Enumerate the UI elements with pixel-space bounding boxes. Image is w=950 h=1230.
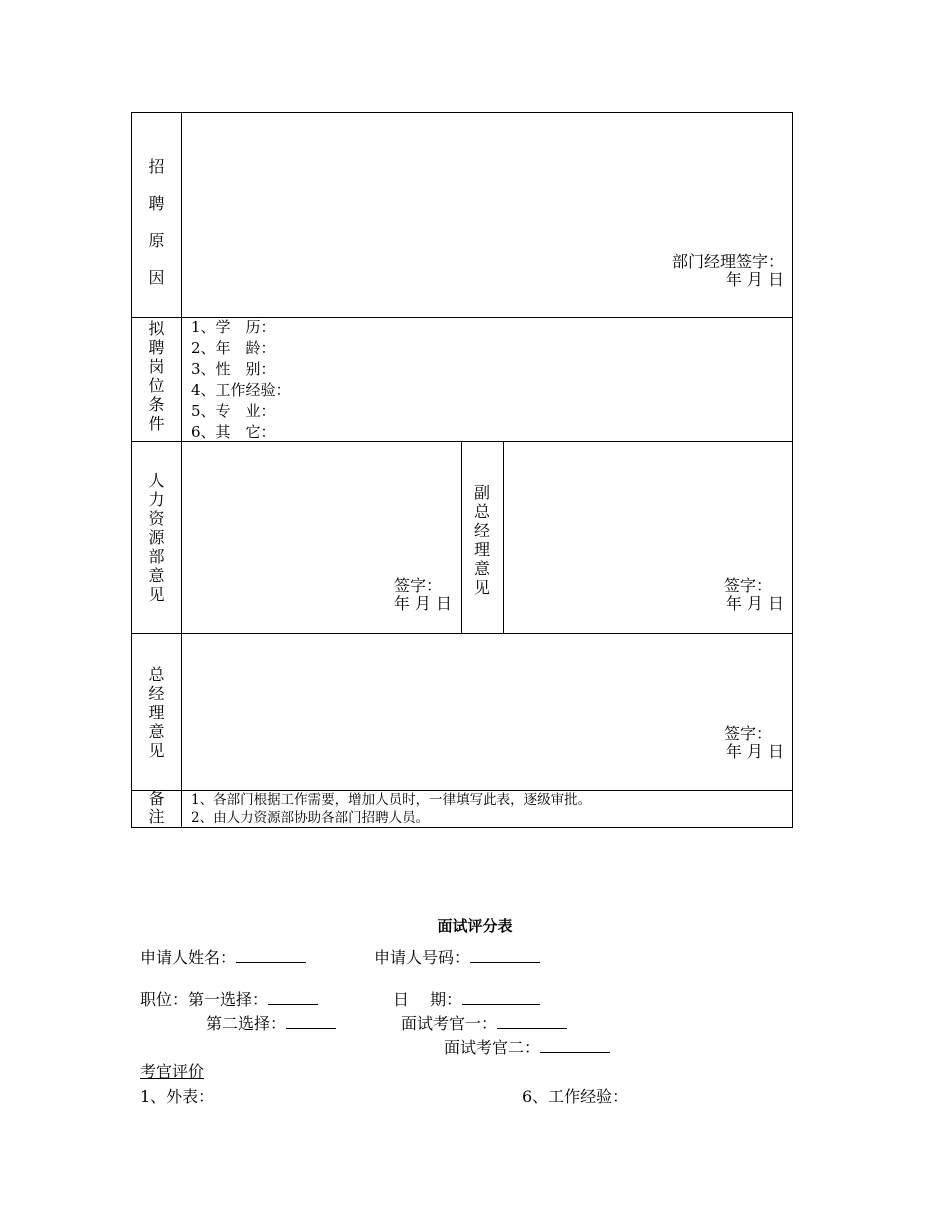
requirements-list xyxy=(191,317,291,443)
gm-sign-date: 年 月 日 xyxy=(725,742,784,761)
remarks-label: 备 注 xyxy=(148,789,165,826)
work-experience-item: 6、工作经验： xyxy=(522,1087,629,1106)
requirement-item: 5、专 业： xyxy=(191,402,276,420)
requirement-item: 3、性 别： xyxy=(191,360,276,378)
vp-opinion-label: 副 总 经 理 意 见 xyxy=(473,483,490,597)
requirement-item: 4、工作经验： xyxy=(191,381,291,399)
appearance-item: 1、外表： xyxy=(140,1087,215,1106)
recruitment-table xyxy=(131,112,793,828)
label-column-divider xyxy=(181,113,182,827)
recruit-reason-label: 招 聘 原 因 xyxy=(148,157,165,287)
interviewer-one-blank[interactable] xyxy=(497,1014,567,1029)
remarks-notes xyxy=(191,791,591,827)
applicant-name-field: 申请人姓名： xyxy=(140,945,306,968)
gm-sign-label: 签字： xyxy=(723,724,772,743)
interviewer-one-field: 面试考官一： xyxy=(401,1011,567,1034)
first-choice-field: 职位：第一选择： xyxy=(140,987,318,1010)
second-choice-field: 第二选择： xyxy=(206,1011,336,1034)
second-choice-blank[interactable] xyxy=(286,1014,336,1029)
requirement-item: 2、年 龄： xyxy=(191,339,276,357)
applicant-name-blank[interactable] xyxy=(236,948,306,963)
interview-form-title: 面试评分表 xyxy=(437,917,513,935)
position-requirements-label: 拟 聘 岗 位 条 件 xyxy=(148,319,165,433)
vp-sign-date: 年 月 日 xyxy=(725,594,784,613)
requirement-item: 1、学 历： xyxy=(191,318,276,336)
remark-item: 2、由人力资源部协助各部门招聘人员。 xyxy=(191,810,430,826)
requirement-item: 6、其 它： xyxy=(191,423,276,441)
interviewer-two-field: 面试考官二： xyxy=(444,1035,610,1058)
hr-sign-date: 年 月 日 xyxy=(393,594,452,613)
date-field: 日 期： xyxy=(393,987,540,1010)
interviewer-two-blank[interactable] xyxy=(540,1038,610,1053)
row-divider xyxy=(132,633,792,634)
manager-sign-date: 年 月 日 xyxy=(725,270,784,289)
applicant-number-blank[interactable] xyxy=(470,948,540,963)
evaluation-heading: 考官评价 xyxy=(140,1062,205,1081)
vp-sign-label: 签字： xyxy=(723,576,772,595)
manager-sign-label: 部门经理签字： xyxy=(671,252,784,271)
applicant-number-field: 申请人号码： xyxy=(374,945,540,968)
opinion-divider xyxy=(503,441,504,633)
date-blank[interactable] xyxy=(462,990,540,1005)
remark-item: 1、各部门根据工作需要，增加人员时，一律填写此表，逐级审批。 xyxy=(191,792,592,808)
gm-opinion-label: 总 经 理 意 见 xyxy=(148,665,165,760)
hr-sign-label: 签字： xyxy=(393,576,442,595)
first-choice-blank[interactable] xyxy=(268,990,318,1005)
hr-opinion-label: 人 力 资 源 部 意 见 xyxy=(148,471,165,604)
